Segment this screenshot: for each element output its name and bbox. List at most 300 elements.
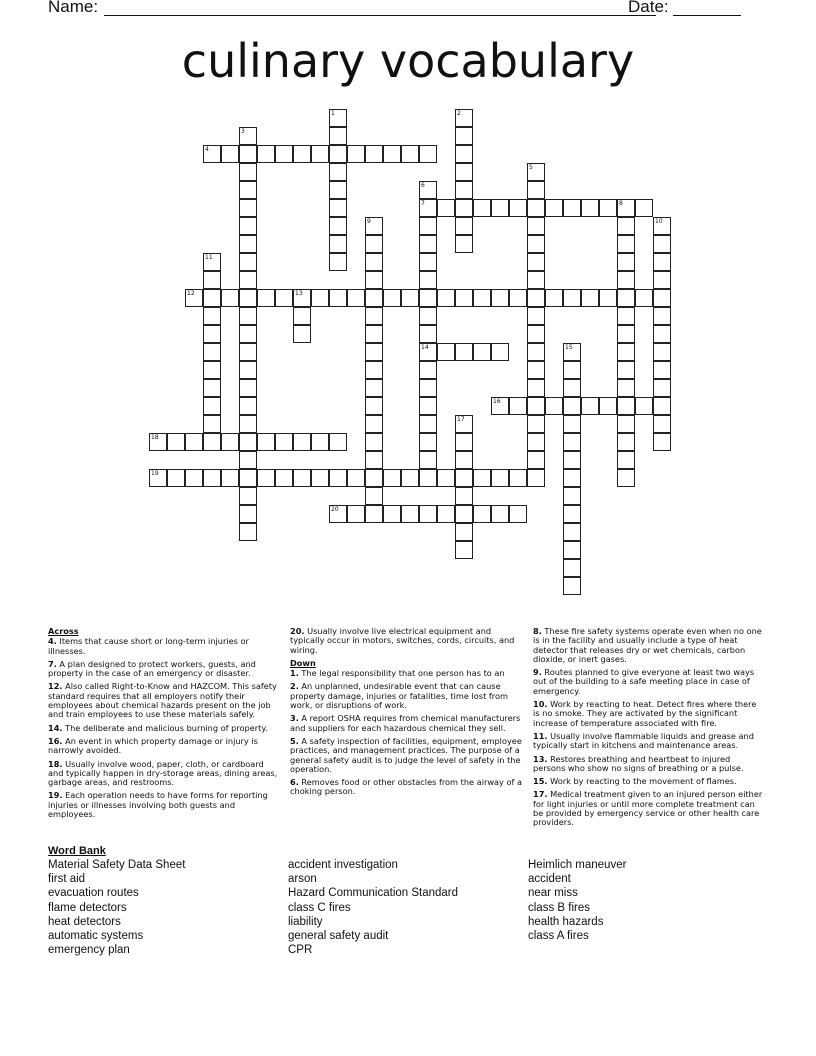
grid-cell[interactable] [617,433,635,451]
clue-item [533,790,765,827]
grid-cell[interactable] [257,469,275,487]
grid-cell[interactable] [455,127,473,145]
clue-number: 8. [533,626,542,636]
grid-cell[interactable] [617,307,635,325]
grid-clue-number: 10 [655,218,663,225]
grid-cell[interactable] [239,433,257,451]
grid-cell[interactable] [419,469,437,487]
clue-item [48,737,280,756]
grid-cell[interactable] [167,433,185,451]
grid-cell[interactable] [365,307,383,325]
grid-cell[interactable] [527,379,545,397]
grid-cell[interactable] [653,397,671,415]
word-bank-item: health hazards [528,915,604,928]
clue-item [48,682,280,719]
grid-cell[interactable] [437,199,455,217]
grid-cell[interactable] [203,307,221,325]
grid-cell[interactable] [653,343,671,361]
word-bank-item: heat detectors [48,915,121,928]
grid-cell[interactable] [329,433,347,451]
clue-text: An event in which property damage or injury is narrowly avoided. [48,735,258,756]
grid-cell[interactable] [365,145,383,163]
grid-cell[interactable] [617,343,635,361]
grid-cell[interactable] [185,433,203,451]
grid-cell[interactable] [563,361,581,379]
grid-clue-number: 8 [619,200,623,207]
grid-cell[interactable] [635,199,653,217]
grid-cell[interactable] [545,397,563,415]
clue-item [533,777,765,786]
grid-cell[interactable] [617,253,635,271]
grid-cell[interactable] [419,325,437,343]
grid-cell[interactable] [653,415,671,433]
grid-clue-number: 13 [295,290,303,297]
clue-number: 9. [533,667,542,678]
grid-cell[interactable] [599,289,617,307]
grid-cell[interactable] [239,343,257,361]
grid-cell[interactable] [455,523,473,541]
grid-cell[interactable] [491,505,509,523]
grid-cell[interactable] [527,235,545,253]
grid-cell[interactable] [455,217,473,235]
word-bank-item: Heimlich maneuver [528,859,627,871]
grid-cell[interactable] [257,145,275,163]
grid-cell[interactable] [239,145,257,163]
grid-cell[interactable] [239,289,257,307]
grid-cell[interactable] [239,505,257,523]
grid-cell[interactable] [293,433,311,451]
grid-cell[interactable] [509,469,527,487]
grid-clue-number: 18 [151,434,159,441]
grid-cell[interactable] [383,289,401,307]
grid-cell[interactable] [365,271,383,289]
grid-cell[interactable] [419,217,437,235]
page-title: culinary vocabulary [181,34,635,88]
grid-cell[interactable] [455,235,473,253]
grid-cell[interactable] [617,235,635,253]
grid-cell[interactable] [329,235,347,253]
grid-cell[interactable] [563,523,581,541]
grid-cell[interactable] [221,433,239,451]
clues-column-1 [48,627,280,823]
grid-cell[interactable] [527,361,545,379]
grid-cell[interactable] [311,433,329,451]
grid-cell[interactable] [617,325,635,343]
grid-cell[interactable] [365,397,383,415]
grid-cell[interactable] [491,289,509,307]
grid-clue-number: 9 [367,218,371,225]
grid-cell[interactable] [455,451,473,469]
grid-cell[interactable] [347,505,365,523]
grid-cell[interactable] [275,289,293,307]
grid-cell[interactable] [221,289,239,307]
grid-cell[interactable] [221,469,239,487]
grid-cell[interactable] [239,397,257,415]
grid-cell[interactable] [383,505,401,523]
clue-number: 4. [48,636,57,647]
clue-text: A report OSHA requires from chemical manufacturers and suppliers for each hazardous chemical they sell. [290,713,521,733]
clue-text: Each operation needs to have forms for reporting injuries or illnesses involving both guests and employees. [48,790,268,820]
clue-item [48,637,280,656]
grid-cell[interactable] [419,307,437,325]
grid-cell[interactable] [365,487,383,505]
grid-cell[interactable] [419,289,437,307]
grid-cell[interactable] [239,469,257,487]
grid-cell[interactable] [527,433,545,451]
grid-cell[interactable] [257,433,275,451]
grid-cell[interactable] [527,343,545,361]
grid-cell[interactable] [311,289,329,307]
grid-cell[interactable] [491,469,509,487]
grid-cell[interactable] [437,289,455,307]
grid-cell[interactable] [563,199,581,217]
grid-cell[interactable] [293,307,311,325]
clue-text: Routes planned to give everyone at least two ways out of the building to a safe meeting place in case of emergency. [533,667,755,696]
grid-cell[interactable] [563,577,581,595]
grid-clue-number: 2 [457,110,461,117]
grid-clue-number: 16 [493,398,501,405]
grid-cell[interactable] [617,361,635,379]
grid-cell[interactable] [617,271,635,289]
grid-cell[interactable] [635,397,653,415]
grid-cell[interactable] [203,361,221,379]
word-bank-item: class C fires [288,901,351,914]
grid-clue-number: 20 [331,506,339,513]
word-bank-item: liability [288,915,323,928]
grid-cell[interactable] [401,469,419,487]
grid-cell[interactable] [509,397,527,415]
grid-cell[interactable] [455,505,473,523]
grid-cell[interactable] [275,145,293,163]
grid-cell[interactable] [599,199,617,217]
clue-number: 2. [290,681,299,692]
grid-cell[interactable] [563,415,581,433]
grid-cell[interactable] [203,469,221,487]
grid-cell[interactable] [635,289,653,307]
grid-cell[interactable] [545,289,563,307]
grid-cell[interactable] [203,289,221,307]
grid-cell[interactable] [455,433,473,451]
grid-cell[interactable] [527,397,545,415]
grid-cell[interactable] [239,199,257,217]
grid-cell[interactable] [653,235,671,253]
clue-text: A safety inspection of facilities, equipment, employee practices, and management practices. The purpose of a general safety audit is to judge the level of safety in the operation. [290,735,522,774]
grid-cell[interactable] [545,199,563,217]
grid-cell[interactable] [239,415,257,433]
grid-cell[interactable] [329,253,347,271]
grid-cell[interactable] [239,451,257,469]
grid-cell[interactable] [653,433,671,451]
grid-cell[interactable] [527,271,545,289]
word-bank-item: automatic systems [48,930,144,943]
grid-cell[interactable] [437,469,455,487]
grid-cell[interactable] [365,379,383,397]
grid-clue-number: 17 [457,416,465,423]
grid-cell[interactable] [527,325,545,343]
word-bank-item: class A fires [528,930,589,943]
grid-cell[interactable] [293,325,311,343]
grid-cell[interactable] [419,379,437,397]
grid-cell[interactable] [455,541,473,559]
grid-cell[interactable] [581,397,599,415]
grid-cell[interactable] [185,469,203,487]
clue-item [48,760,280,788]
word-bank-item: near miss [528,887,578,900]
grid-cell[interactable] [347,469,365,487]
grid-cell[interactable] [365,415,383,433]
grid-cell[interactable] [239,253,257,271]
grid-cell[interactable] [239,379,257,397]
clue-number: 17. [533,789,548,800]
grid-cell[interactable] [527,469,545,487]
grid-cell[interactable] [239,271,257,289]
grid-clue-number: 12 [187,290,195,297]
grid-cell[interactable] [329,163,347,181]
grid-cell[interactable] [365,289,383,307]
grid-cell[interactable] [527,253,545,271]
grid-cell[interactable] [239,181,257,199]
grid-cell[interactable] [509,199,527,217]
grid-cell[interactable] [203,379,221,397]
clue-number: 5. [290,735,299,746]
grid-cell[interactable] [473,199,491,217]
clue-number: 19. [48,790,63,801]
clue-item [533,627,765,664]
grid-clue-number: 14 [421,344,429,351]
grid-cell[interactable] [437,343,455,361]
grid-cell[interactable] [203,325,221,343]
clue-text: The legal responsibility that one person has to an [298,668,505,679]
grid-cell[interactable] [509,505,527,523]
grid-cell[interactable] [617,451,635,469]
clue-item [290,627,522,655]
grid-cell[interactable] [455,469,473,487]
grid-cell[interactable] [419,433,437,451]
grid-cell[interactable] [365,451,383,469]
clue-number: 7. [48,658,57,669]
word-bank-item: emergency plan [48,944,130,957]
grid-cell[interactable] [203,415,221,433]
grid-cell[interactable] [455,199,473,217]
word-bank-item: general safety audit [288,930,389,943]
grid-cell[interactable] [455,145,473,163]
clue-text: A plan designed to protect workers, guests, and property in the case of an emergency or disaster. [48,658,256,679]
grid-cell[interactable] [617,217,635,235]
grid-cell[interactable] [203,271,221,289]
clue-number: 1. [290,668,299,679]
grid-cell[interactable] [563,451,581,469]
clue-item [290,778,522,797]
grid-cell[interactable] [275,433,293,451]
grid-cell[interactable] [527,307,545,325]
clue-number: 3. [290,713,299,724]
clue-item [533,732,765,751]
grid-cell[interactable] [653,271,671,289]
grid-cell[interactable] [167,469,185,487]
word-bank-item: accident investigation [288,859,398,871]
grid-cell[interactable] [293,469,311,487]
word-bank-column-1 [48,858,185,957]
grid-cell[interactable] [401,145,419,163]
grid-cell[interactable] [419,361,437,379]
grid-cell[interactable] [581,199,599,217]
grid-cell[interactable] [473,343,491,361]
grid-cell[interactable] [653,325,671,343]
grid-cell[interactable] [329,181,347,199]
grid-cell[interactable] [311,145,329,163]
grid-clue-number: 15 [565,344,573,351]
grid-cell[interactable] [419,271,437,289]
grid-cell[interactable] [239,235,257,253]
grid-cell[interactable] [437,505,455,523]
grid-cell[interactable] [527,181,545,199]
grid-cell[interactable] [365,361,383,379]
grid-cell[interactable] [527,451,545,469]
grid-cell[interactable] [329,289,347,307]
grid-cell[interactable] [653,253,671,271]
clue-item [48,791,280,819]
grid-clue-number: 19 [151,470,159,477]
grid-cell[interactable] [275,469,293,487]
grid-cell[interactable] [527,199,545,217]
grid-cell[interactable] [401,289,419,307]
grid-cell[interactable] [455,343,473,361]
clue-text: Usually involve live electrical equipment and typically occur in motors, switches, cords, circuits, and wiring. [290,626,515,655]
clue-number: 6. [290,777,299,788]
clue-item [533,668,765,696]
grid-cell[interactable] [653,307,671,325]
grid-cell[interactable] [203,433,221,451]
grid-cell[interactable] [401,505,419,523]
grid-cell[interactable] [455,163,473,181]
date-label: Date: [628,0,669,16]
grid-cell[interactable] [239,325,257,343]
grid-cell[interactable] [491,199,509,217]
clue-item [290,737,522,774]
grid-cell[interactable] [419,397,437,415]
clue-text: Work by reacting to heat. Detect fires where there is no smoke. They are activated by the significant increase of temperature associated with fire. [533,699,757,728]
grid-cell[interactable] [653,379,671,397]
grid-cell[interactable] [365,433,383,451]
grid-cell[interactable] [329,199,347,217]
grid-cell[interactable] [239,163,257,181]
grid-cell[interactable] [653,289,671,307]
grid-cell[interactable] [239,523,257,541]
grid-cell[interactable] [563,541,581,559]
clues-column-2 [290,627,522,801]
clue-item [290,682,522,710]
grid-cell[interactable] [455,487,473,505]
grid-cell[interactable] [239,217,257,235]
grid-cell[interactable] [257,289,275,307]
grid-cell[interactable] [563,505,581,523]
grid-cell[interactable] [383,145,401,163]
grid-cell[interactable] [239,307,257,325]
grid-cell[interactable] [329,127,347,145]
grid-cell[interactable] [365,253,383,271]
clue-number: 12. [48,681,63,692]
grid-cell[interactable] [239,487,257,505]
grid-cell[interactable] [329,217,347,235]
grid-cell[interactable] [419,253,437,271]
clue-number: 18. [48,758,63,769]
grid-cell[interactable] [563,397,581,415]
word-bank-column-2 [288,858,458,957]
grid-cell[interactable] [563,433,581,451]
grid-cell[interactable] [653,361,671,379]
grid-cell[interactable] [473,469,491,487]
grid-clue-number: 7 [421,200,425,207]
grid-cell[interactable] [365,235,383,253]
grid-cell[interactable] [419,505,437,523]
grid-cell[interactable] [617,379,635,397]
grid-clue-number: 1 [331,110,335,117]
grid-cell[interactable] [527,415,545,433]
grid-cell[interactable] [365,469,383,487]
grid-cell[interactable] [365,505,383,523]
grid-cell[interactable] [563,559,581,577]
grid-cell[interactable] [617,289,635,307]
grid-cell[interactable] [347,289,365,307]
grid-cell[interactable] [203,397,221,415]
grid-cell[interactable] [455,289,473,307]
clue-item [533,700,765,728]
grid-cell[interactable] [365,325,383,343]
grid-cell[interactable] [617,397,635,415]
word-bank-item: evacuation routes [48,887,139,900]
grid-cell[interactable] [527,217,545,235]
clue-text: Usually involve flammable liquids and grease and typically start in kitchens and maintenance areas. [533,730,754,751]
grid-cell[interactable] [563,469,581,487]
grid-cell[interactable] [419,145,437,163]
grid-cell[interactable] [347,145,365,163]
clue-number: 16. [48,735,63,746]
grid-cell[interactable] [581,289,599,307]
grid-cell[interactable] [329,145,347,163]
grid-cell[interactable] [221,145,239,163]
clue-text: Usually involve wood, paper, cloth, or cardboard and typically happen in dry-storage areas, dining areas, garbage areas, and restrooms. [48,758,278,788]
grid-cell[interactable] [239,361,257,379]
grid-cell[interactable] [599,397,617,415]
grid-cell[interactable] [203,343,221,361]
grid-cell[interactable] [491,343,509,361]
grid-cell[interactable] [527,289,545,307]
grid-cell[interactable] [293,145,311,163]
word-bank-item: class B fires [528,901,590,914]
grid-cell[interactable] [509,289,527,307]
grid-cell[interactable] [563,379,581,397]
grid-cell[interactable] [419,451,437,469]
grid-cell[interactable] [563,289,581,307]
grid-cell[interactable] [617,469,635,487]
grid-cell[interactable] [365,343,383,361]
grid-cell[interactable] [473,505,491,523]
grid-cell[interactable] [311,469,329,487]
grid-cell[interactable] [329,469,347,487]
grid-cell[interactable] [563,487,581,505]
word-bank-column-3 [528,858,626,943]
grid-cell[interactable] [617,415,635,433]
clue-text: Removes food or other obstacles from the airway of a choking person. [290,777,523,797]
grid-cell[interactable] [383,469,401,487]
word-bank-title: Word Bank [48,845,106,857]
grid-cell[interactable] [419,415,437,433]
grid-cell[interactable] [455,181,473,199]
grid-clue-number: 5 [529,164,533,171]
grid-cell[interactable] [473,289,491,307]
clue-number: 15. [533,776,548,787]
grid-cell[interactable] [419,235,437,253]
